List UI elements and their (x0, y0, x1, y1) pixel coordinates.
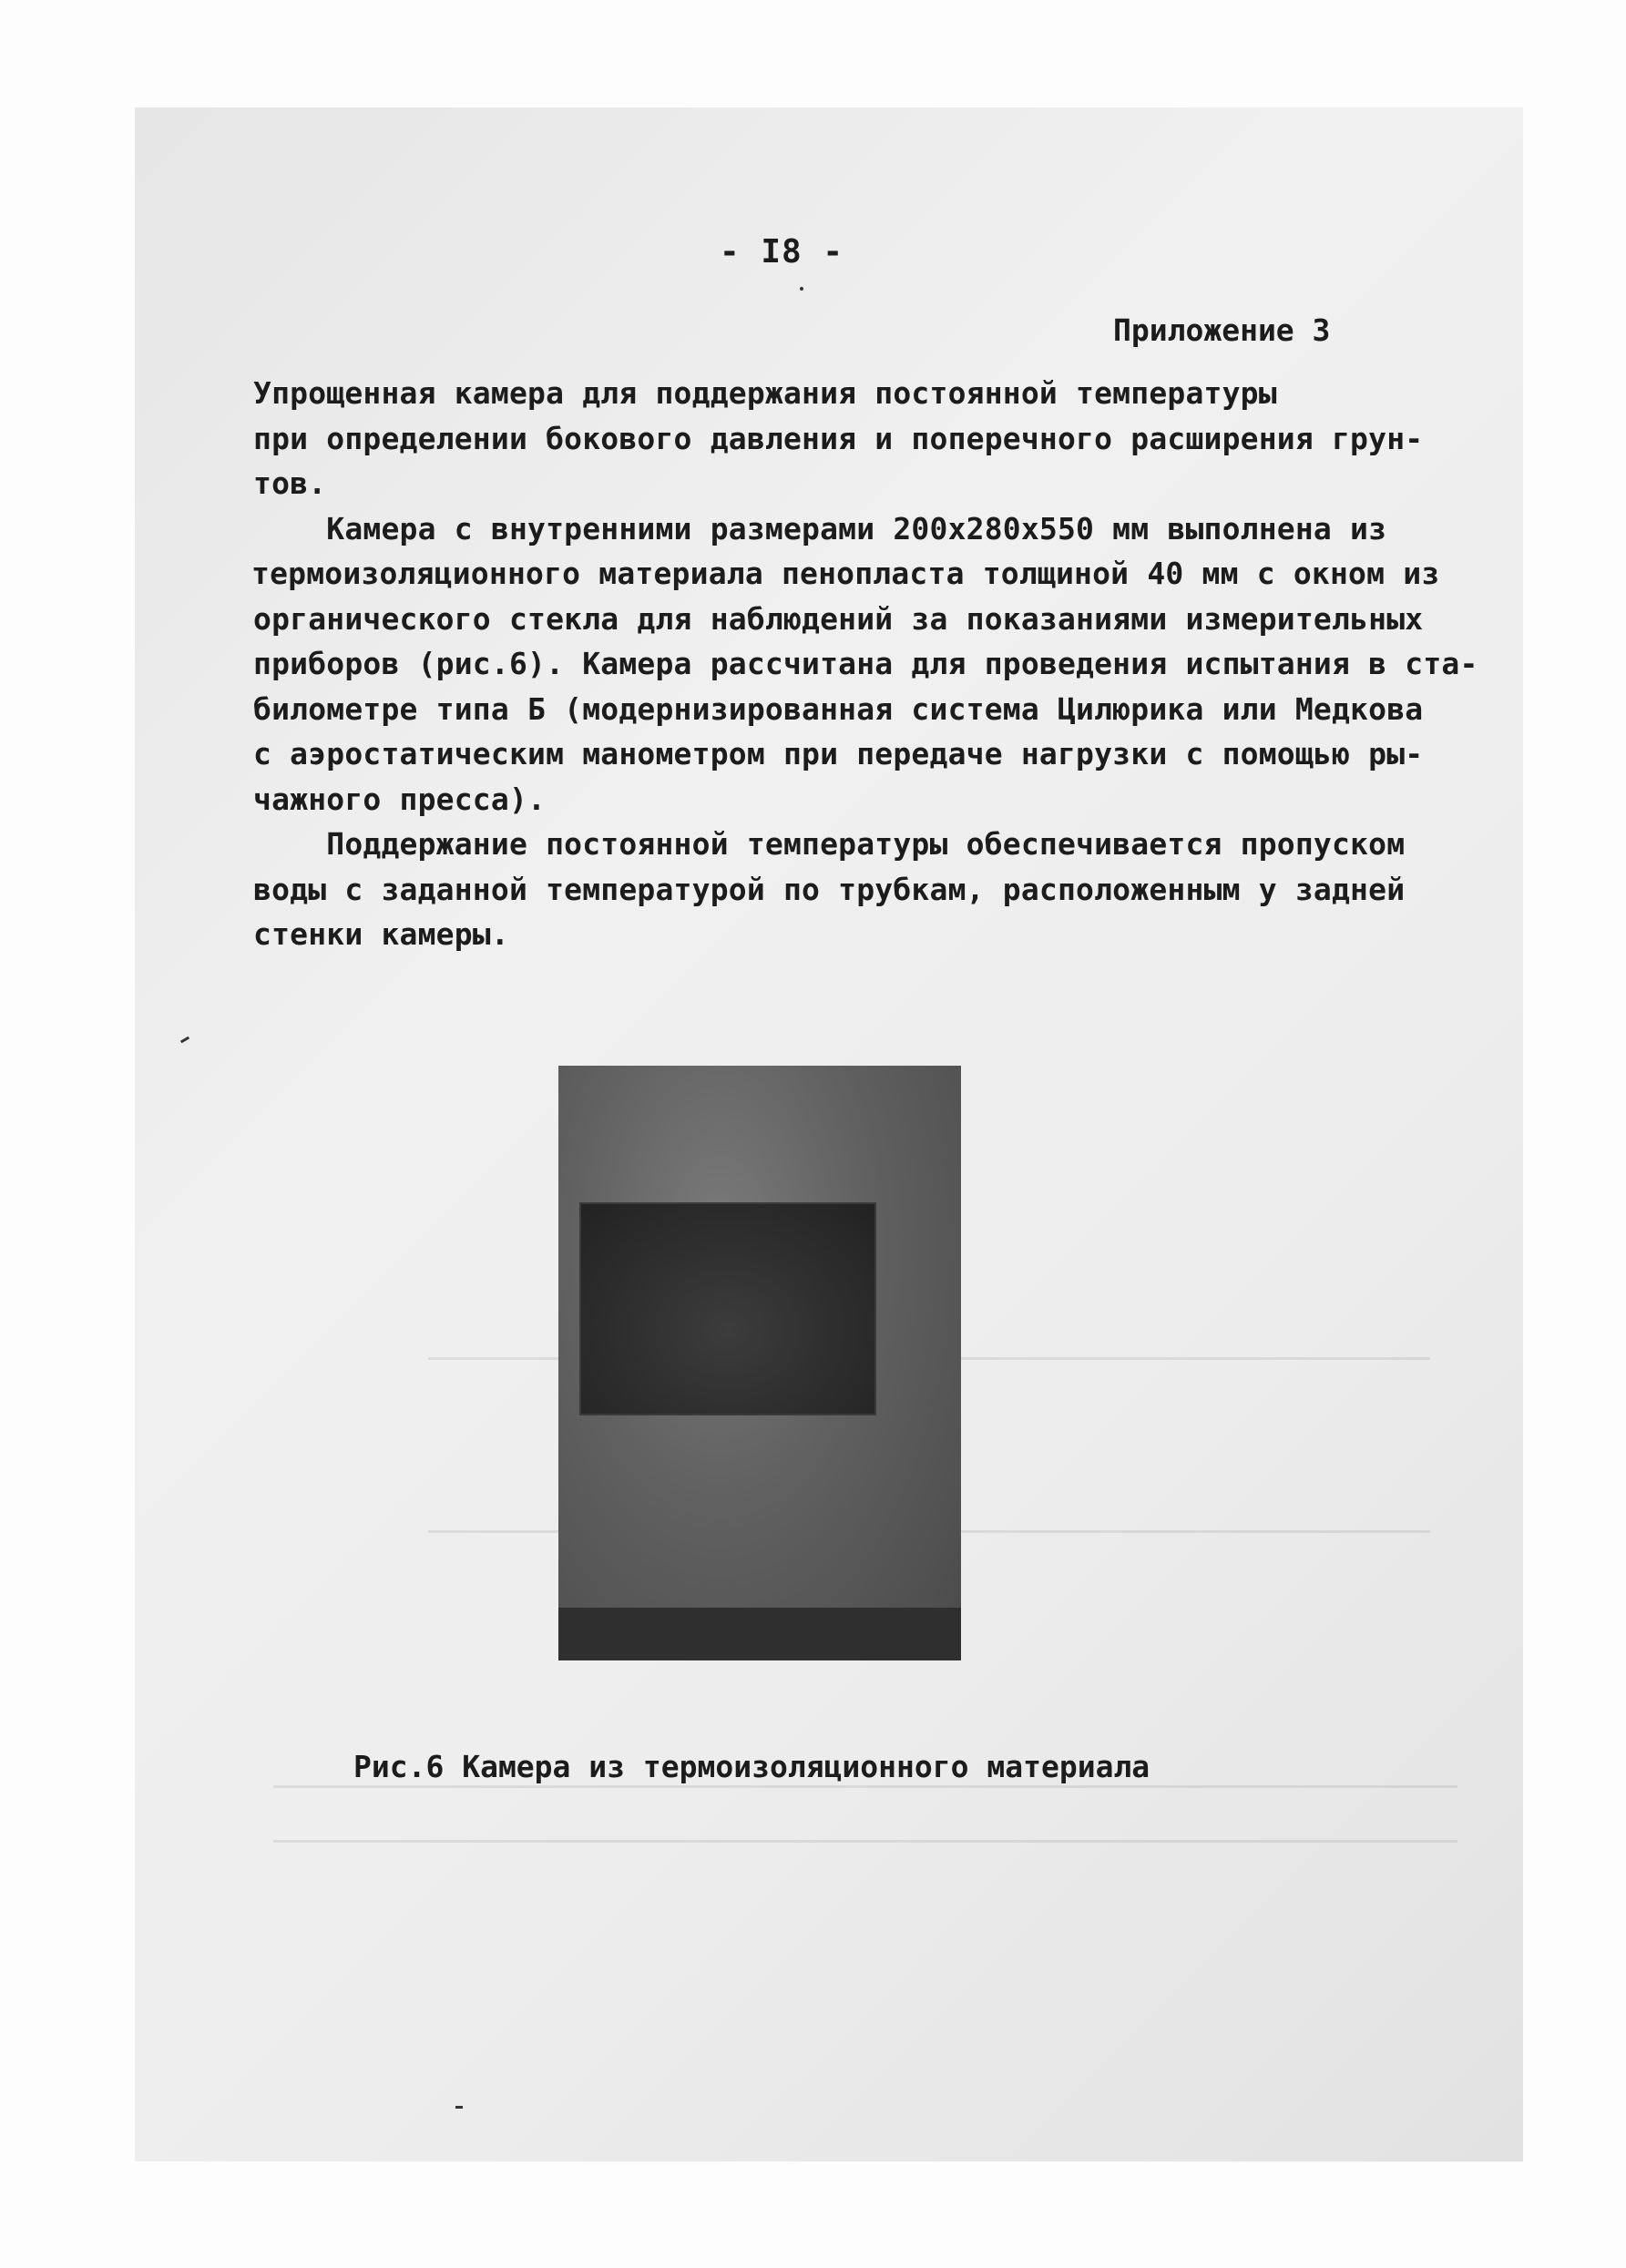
text-line: термоизоляционного материала пенопласта толщиной 40 мм с окном из (251, 556, 1440, 591)
chamber-window (579, 1202, 876, 1415)
text-line: стенки камеры. (253, 916, 509, 952)
appendix-label: Приложение 3 (1113, 312, 1331, 348)
text-line: с аэростатическим манометром при передаче нагрузки с помощью ры- (253, 736, 1424, 771)
text-line: чажного пресса). (253, 781, 547, 817)
chamber-base (558, 1608, 961, 1660)
page-number: - I8 - (720, 233, 844, 271)
text-line: билометре типа Б (модернизированная система Цилюрика или Медкова (253, 690, 1424, 727)
text-line: органического стекла для наблюдений за показаниями измерительных (253, 600, 1424, 637)
figure-caption: Рис.6 Камера из термоизоляционного материала (353, 1749, 1150, 1784)
text-line: Упрощенная камера для поддержания постоянной температуры (253, 375, 1277, 411)
scan-speck (455, 2106, 463, 2109)
scan-speck (800, 287, 803, 291)
text-line: при определении бокового давления и поперечного расширения грун- (253, 420, 1424, 456)
chamber-photo (558, 1066, 961, 1660)
text-line: Камера с внутренними размерами 200x280x550 мм выполнена из (253, 510, 1387, 547)
text-line: тов. (253, 465, 327, 501)
body-text (253, 371, 1506, 957)
text-line: Поддержание постоянной температуры обеспечивается пропуском (253, 826, 1406, 862)
bleed-through-line (273, 1785, 1457, 1788)
bleed-through-line (273, 1840, 1457, 1843)
text-line: приборов (рис.6). Камера рассчитана для проведения испытания в ста- (253, 646, 1478, 681)
text-line: воды с заданной температурой по трубкам, расположенным у задней (253, 871, 1406, 907)
